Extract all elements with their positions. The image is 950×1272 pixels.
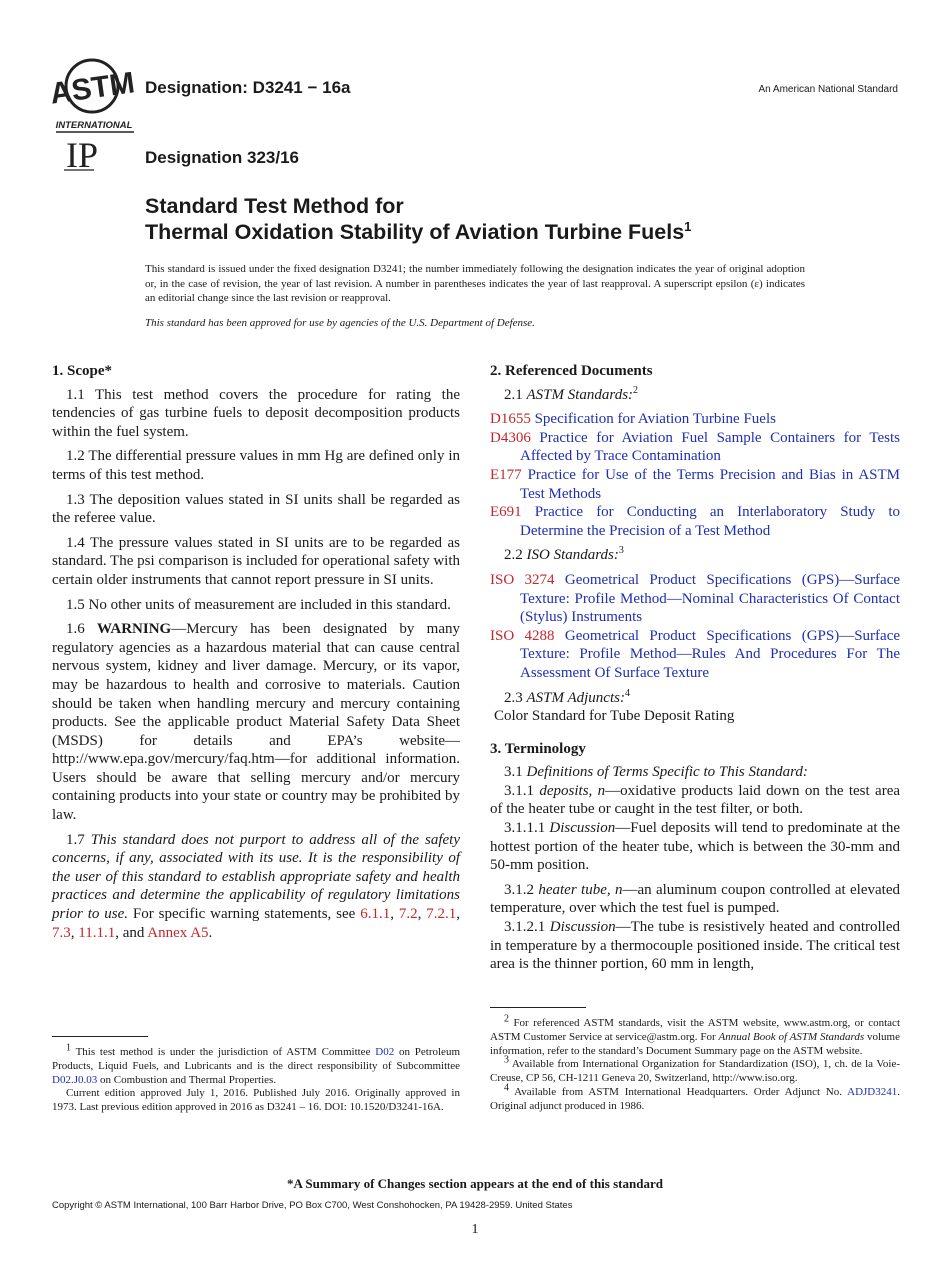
link-annex-a5[interactable]: Annex A5	[147, 924, 209, 941]
ref-iso-4288	[490, 627, 900, 683]
iso-standards-label: 2.2 ISO Standards:$^3$	[504, 545, 624, 564]
copyright-line: Copyright © ASTM International, 100 Barr Harbor Drive, PO Box C700, West Conshohocken, PA 19428-2959. United States	[52, 1200, 573, 1211]
astm-logo-icon	[52, 58, 136, 136]
title-line-1: Standard Test Method for	[145, 194, 404, 218]
para-1-5: 1.5 No other units of measurement are included in this standard.	[66, 596, 451, 613]
footnote-4: $^4$ Available from ASTM International Headquarters. Order Adjunct No. ADJD3241. Original adjunct produced in 1986.	[490, 1082, 900, 1112]
astm-logo	[52, 58, 136, 136]
ref-title[interactable]: Practice for Aviation Fuel Sample Containers for Tests Affected by Trace Contamination	[520, 429, 901, 465]
svg-text:IP: IP	[66, 137, 99, 173]
link-d02-j0-03[interactable]: D02.J0.03	[52, 1073, 98, 1086]
designation-astm: Designation: D3241 − 16a	[145, 78, 351, 97]
para-1-6: 1.6 WARNING—Mercury has been designated by many regulatory agencies as a hazardous material that can cause central nervous system, kidney and liver damage. Mercury, or its vapor, may be hazardous to health and corrosive to materials. Caution should be taken when handling mercury and mercury containing products. See the applicable product Material Safety Data Sheet (MSDS) for details and EPA’s website—http://www.epa.gov/mercury/faq.htm—for additional information. Users should be aware that selling mercury and/or mercury containing products into your state or country may be prohibited by law.	[52, 621, 460, 824]
ref-code[interactable]: ISO 4288	[490, 627, 555, 644]
link-d02[interactable]: D02	[375, 1046, 395, 1058]
link-6-1-1[interactable]: 6.1.1	[360, 906, 391, 923]
para-3-1-1: 3.1.1 deposits, n—oxidative products laid down on the test area of the heater tube or caught in the test filter, or both.	[490, 782, 901, 818]
footnote-divider-right	[490, 1007, 586, 1008]
title-footnote-mark: 1	[684, 218, 692, 234]
link-7-2[interactable]: 7.2	[398, 906, 418, 923]
section-referenced-heading: 2. Referenced Documents	[490, 363, 653, 379]
para-3-1-2: 3.1.2 heater tube, n—an aluminum coupon controlled at elevated temperature, over which the test fuel is pumped.	[490, 881, 900, 917]
footnote-2: $^2$ For referenced ASTM standards, visit the ASTM website, www.astm.org, or contact ASTM Customer Service at service@astm.org. For Annual Book of ASTM Standards volume information, refer to the standard’s Document Summary page on the ASTM website.	[490, 1013, 900, 1057]
page-number: 1	[471, 1222, 479, 1237]
ref-title[interactable]: Specification for Aviation Turbine Fuels	[534, 411, 776, 428]
designation-ip: Designation 323/16	[145, 148, 300, 167]
warning-label: WARNING	[97, 621, 172, 638]
section-terminology-heading: 3. Terminology	[490, 740, 586, 757]
ref-code[interactable]: D4306	[490, 429, 531, 446]
para-1-7: 1.7 This standard does not purport to address all of the safety concerns, if any, associated with its use. It is the responsibility of the user of this standard to establish appropriate safety and health practices and determine the applicability of regulatory limitations prior to use. For specific warning statements, see 6.1.1, 7.2, 7.2.1, 7.3, 11.1.1, and Annex A5.	[52, 831, 461, 941]
title-line-2: Thermal Oxidation Stability of Aviation Turbine Fuels$^1$	[145, 218, 692, 244]
adjunct-item: Color Standard for Tube Deposit Rating	[494, 708, 735, 725]
right-column	[490, 362, 900, 980]
link-7-2-1[interactable]: 7.2.1	[426, 906, 457, 923]
para-3-1: 3.1 Definitions of Terms Specific to This Standard:	[504, 764, 808, 781]
para-3-1-1-1: 3.1.1.1 Discussion—Fuel deposits will tend to predominate at the hottest portion of the heater tube, which is between the 30-mm and 50-mm position.	[490, 820, 900, 874]
ref-title[interactable]: Geometrical Product Specifications (GPS)—Surface Texture: Profile Method—Rules And Procedures For The Assessment Of Surface Texture	[520, 627, 901, 681]
ref-title[interactable]: Practice for Conducting an Interlaboratory Study to Determine the Precision of a Test Method	[520, 504, 900, 539]
document-title	[145, 193, 905, 245]
section-scope-heading: 1. Scope*	[52, 363, 112, 379]
ref-code[interactable]: D1655	[490, 411, 531, 428]
svg-text:ASTM: ASTM	[52, 66, 136, 111]
link-7-3[interactable]: 7.3	[52, 924, 71, 941]
astm-adjuncts-label: 2.3 ASTM Adjuncts:$^4$	[504, 687, 630, 706]
preamble: This standard is issued under the fixed designation D3241; the number immediately following the designation indicates the year of original adoption or, in the case of revision, the year of last revision. A number in parentheses indicates the year of last reapproval. A superscript epsilon (ε) indicates an editorial change since the last revision or reapproval.	[145, 263, 805, 304]
para-1-3: 1.3 The deposition values stated in SI units shall be regarded as the referee value.	[52, 491, 460, 527]
footnote-1: $^1$ This test method is under the jurisdiction of ASTM Committee D02 on Petroleum Products, Liquid Fuels, and Lubricants and is the direct responsibility of Subcommittee D02.J0.03 on Combustion and Thermal Properties. Current edition approved July 1, 2016. Published July 2016. Originally approved in 1973. Last previous edition approved in 2016 as D3241 – 16. DOI: 10.1520/D3241-16A.	[52, 1042, 460, 1114]
ref-title[interactable]: Geometrical Product Specifications (GPS)—Surface Texture: Profile Method—Nominal Characteristics Of Contact (Stylus) Instruments	[520, 571, 901, 626]
left-column	[52, 362, 460, 948]
ref-e691	[490, 503, 900, 540]
para-1-2: 1.2 The differential pressure values in mm Hg are defined only in terms of this test method.	[52, 448, 460, 483]
ref-e177	[490, 466, 900, 503]
summary-of-changes-note: *A Summary of Changes section appears at the end of this standard	[287, 1176, 663, 1191]
para-1-4: 1.4 The pressure values stated in SI units are to be regarded as standard. The psi comparison is included for operational safety with certain older instruments that cannot report pressure in SI units.	[52, 534, 460, 588]
national-standard-label: An American National Standard	[758, 84, 898, 95]
link-adjd3241[interactable]: ADJD3241	[847, 1085, 898, 1098]
ref-d4306	[490, 429, 900, 466]
dod-approval-note: This standard has been approved for use by agencies of the U.S. Department of Defense.	[145, 317, 535, 329]
ref-code[interactable]: E691	[490, 504, 522, 521]
ref-code[interactable]: E177	[490, 466, 522, 483]
ref-title[interactable]: Practice for Use of the Terms Precision and Bias in ASTM Test Methods	[520, 466, 901, 502]
ip-logo	[64, 137, 116, 173]
ref-code[interactable]: ISO 3274	[490, 571, 555, 588]
ref-iso-3274	[490, 571, 900, 627]
link-11-1-1[interactable]: 11.1.1	[78, 924, 116, 941]
para-1-1: 1.1 This test method covers the procedure for rating the tendencies of gas turbine fuels to deposit decomposition products within the fuel system.	[52, 386, 460, 440]
footnote-3: $^3$ Available from International Organization for Standardization (ISO), 1, ch. de la Voie-Creuse, CP 56, CH-1211 Geneva 20, Switzerland, http://www.iso.org.	[490, 1054, 900, 1085]
footnotes-right	[490, 1013, 900, 1114]
ref-d1655	[490, 410, 900, 429]
footnote-divider-left	[52, 1036, 148, 1037]
astm-standards-label: 2.1 ASTM Standards:$^2$	[504, 384, 639, 403]
para-3-1-2-1: 3.1.2.1 Discussion—The tube is resistively heated and controlled in temperature by a thermocouple positioned inside. The critical test area is the thinner portion, 60 mm in length,	[490, 919, 900, 973]
edition-note: Current edition approved July 1, 2016. Published July 2016. Originally approved in 1973. Last previous edition approved in 2016 as D3241 – 16. DOI: 10.1520/D3241-16A.	[52, 1087, 460, 1114]
svg-text:INTERNATIONAL: INTERNATIONAL	[55, 120, 133, 131]
ip-logo-icon	[64, 137, 116, 173]
